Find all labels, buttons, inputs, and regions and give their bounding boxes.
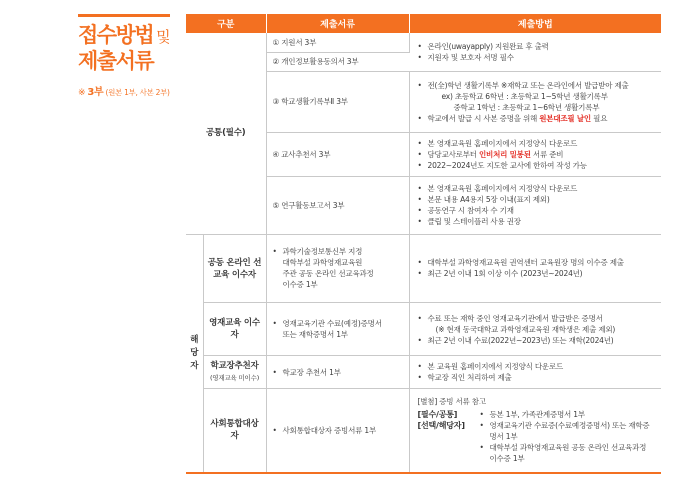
method-text: 전(全)학년 생활기록부 ※재학교 또는 온라인에서 발급받아 제출 [427,80,629,90]
method-text: ex) 초등학교 6학년 : 초등학교 1~5학년 생활기록부 [441,91,608,101]
common-category: 공통(필수) [186,33,266,235]
doc-gifted-certificate: • 영재교육기관 수료(예정)증명서 또는 재학증명서 1부 [266,303,409,356]
doc-text: 학교장 추천서 1부 [282,367,341,377]
method-text: 공동연구 시 참여자 수 기재 [427,206,514,215]
documents-table [186,14,661,474]
method-text: 본문 내용 A4용지 5장 이내(표지 제외) [427,195,550,204]
doc-text: 이수증 1부 [282,280,318,290]
table-row [186,389,661,473]
doc-text: 과학기술정보통신부 지정 [282,247,363,257]
method-text: 2022~2024년도 지도한 교사에 한하여 작성 가능 [427,160,587,170]
method-text: 본 영재교육원 홈페이지에서 지정양식 다운로드 [427,138,578,148]
doc-social-integration: • 사회통합대상자 증빙서류 1부 [266,389,409,473]
applicable-char: 해 [190,334,199,345]
header-documents: 제출서류 [266,14,409,33]
table-row [186,356,661,389]
method-text: 최근 2년 이내 1회 이상 이수 (2023년~2024년) [427,269,583,279]
section-heading [78,14,178,98]
table-row [186,235,661,303]
header-category: 구분 [186,14,266,33]
table-row [186,33,661,52]
title-suffix: 및 [156,28,171,46]
note-detail: (원본 1부, 사본 2부) [105,88,170,97]
category-online-course: 공동 온라인 선교육 이수자 [203,235,266,303]
method-social-integration [409,389,661,473]
note-mark: ※ [78,88,86,98]
applicable-char: 자 [190,360,199,371]
group-label: [선택/해당자] [417,421,465,431]
note-count: 3부 [87,87,104,98]
category-subtext: (영재교육 미이수) [209,374,260,382]
method-text: 클립 및 스테이플러 사용 권장 [427,217,521,226]
heading-rule [78,14,170,17]
required-group: [필수/공통] • 등본 1부, 가족관계증명서 1부 [417,410,585,420]
section-title [78,23,178,73]
doc-online-course-certificate: • 과학기술정보통신부 지정 대학부설 과학영재교육원 주관 공동 온라인 선교육과정 이수증 1부 [266,235,409,303]
method-text: 최근 2년 이내 수료(2022년~2023년) 또는 재학(2024년) [427,335,614,345]
method-principal-recommendation: • 본 교육원 홈페이지에서 지정양식 다운로드 • 학교장 직인 처리하여 제출 [409,356,661,389]
category-social-integration: 사회통합대상자 [203,389,266,473]
method-text: 학교에서 발급 시 사본 증명을 위해 [427,113,540,123]
method-text: 필요 [590,113,608,123]
copies-note [78,83,178,98]
doc-text: 사회통합대상자 증빙서류 1부 [282,425,376,435]
group-item: 대학부설 과학영재교육원 공동 온라인 선교육과정 이수증 1부 [489,443,647,464]
category-gifted-education: 영재교육 이수자 [203,303,266,356]
method-text: 본 교육원 홈페이지에서 지정양식 다운로드 [427,362,564,371]
doc-text: 영재교육기관 수료(예정)증명서 [282,319,382,328]
method-text: 본 영재교육원 홈페이지에서 지정양식 다운로드 [427,184,578,193]
method-text: 학교장 직인 처리하여 제출 [427,373,512,382]
doc-school-record: ③ 학교생활기록부Ⅱ 3부 [266,71,409,132]
category-text: 학교장추천자 [210,361,259,371]
table-header-row [186,14,661,33]
method-text: 온라인(uwayapply) 지원완료 후 출력 [427,41,549,51]
method-teacher-recommendation: • 본 영재교육원 홈페이지에서 지정양식 다운로드 • 담당교사로부터 인비처리 밀봉된 서류 준비 • 2022~2024년도 지도한 교사에 한하여 작성 가능 [409,132,661,176]
applicable-category [186,235,203,473]
group-item: 등본 1부, 가족관계증명서 1부 [489,410,585,420]
table-row [186,303,661,356]
doc-research-report: ⑤ 연구활동보고서 3부 [266,176,409,234]
method-text: 중학교 1학년 : 초등학교 1~6학년 생활기록부 [453,102,600,112]
method-school-record: • 전(全)학년 생활기록부 ※재학교 또는 온라인에서 발급받아 제출 ex) 초등학교 6학년 : 초등학교 1~5학년 생활기록부 중학교 1학년 : 초등학교 1~6학년 생활기록부 • 학교에서 발급 시 사본 증명을 위해 원본대조필 날인 필요 [409,71,661,132]
group-label: [필수/공통] [417,410,458,420]
category-principal-recommendation [203,356,266,389]
method-highlight: 인비처리 밀봉된 [479,149,531,159]
method-online-course: • 대학부설 과학영재교육원 권역센터 교육원장 명의 이수증 제출 • 최근 2년 이내 1회 이상 이수 (2023년~2024년) [409,235,661,303]
doc-principal-recommendation: • 학교장 추천서 1부 [266,356,409,389]
doc-text: 대학부설 과학영재교육원 [282,258,363,268]
method-text: 대학부설 과학영재교육원 권역센터 교육원장 명의 이수증 제출 [427,258,624,268]
method-text: 지원자 및 보호자 서명 필수 [427,52,514,62]
method-reference: [별첨] 증빙 서류 참고 [417,397,486,407]
optional-group: [선택/해당자] • 영재교육기관 수료증(수료예정증명서) 또는 재학증명서 1부 • 대학부설 과학영재교육원 공동 온라인 선교육과정 이수증 1부 [418,420,656,464]
method-note: (※ 현재 동국대학교 과학영재교육원 재학생은 제출 제외) [435,324,616,334]
title-line-1: 접수방법 [78,23,154,47]
method-text: 수료 또는 재학 중인 영재교육기관에서 발급받은 증명서 [427,313,603,323]
method-research-report: • 본 영재교육원 홈페이지에서 지정양식 다운로드 • 본문 내용 A4용지 5장 이내(표지 제외) • 공동연구 시 참여자 수 기재 • 클립 및 스테이플러 사용 권장 [409,176,661,234]
header-method: 제출방법 [409,14,661,33]
method-highlight: 원본대조필 날인 [539,113,591,123]
method-text: 서류 준비 [530,149,564,159]
method-text: 담당교사로부터 [427,149,480,159]
doc-text: 또는 재학증명서 1부 [282,330,348,339]
applicable-char: 당 [190,347,199,358]
doc-application: ① 지원서 3부 [266,33,409,52]
doc-teacher-recommendation: ④ 교사추천서 3부 [266,132,409,176]
title-line-2: 제출서류 [78,49,154,73]
method-gifted-education: • 수료 또는 재학 중인 영재교육기관에서 발급받은 증명서 (※ 현재 동국대학교 과학영재교육원 재학생은 제출 제외) • 최근 2년 이내 수료(2022년~2023년) 또는 재학(2024년) [409,303,661,356]
doc-text: 주관 공동 온라인 선교육과정 [282,269,374,279]
doc-privacy-consent: ② 개인정보활용동의서 3부 [266,52,409,71]
method-online: • 온라인(uwayapply) 지원완료 후 출력 • 지원자 및 보호자 서명 필수 [409,33,661,71]
group-item: 영재교육기관 수료증(수료예정증명서) 또는 재학증명서 1부 [489,421,650,442]
